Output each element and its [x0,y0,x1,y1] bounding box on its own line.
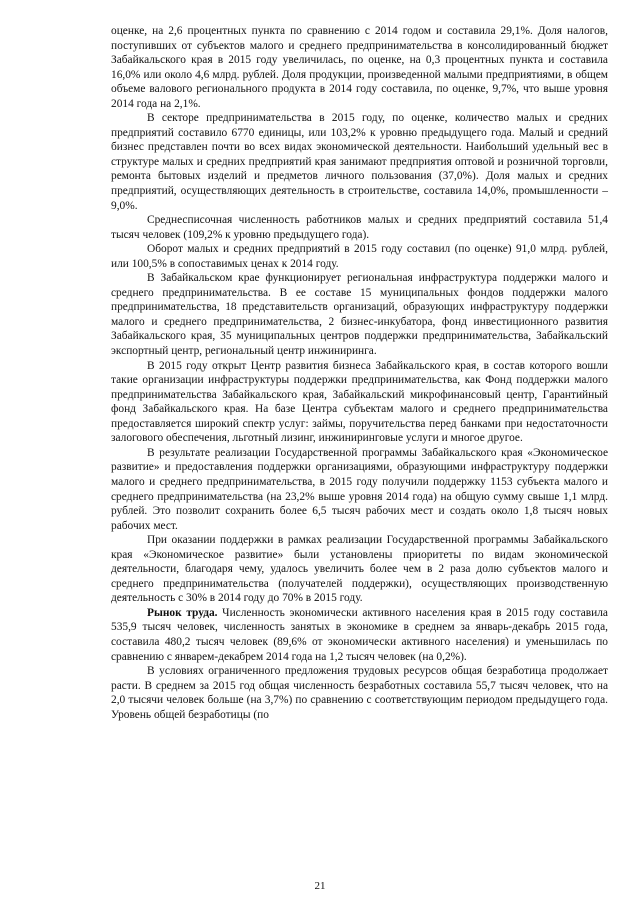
paragraph-7: В результате реализации Государственной программы Забайкальского края «Экономическое развитие» и предоставления поддержки организациями, образующими инфраструктуру поддержки малого и среднего предпринимательства, в 2015 году получили поддержку 1153 субъекта малого и среднего предпринимательства (на 23,2% выше уровня 2014 года) на общую сумму свыше 1,1 млрд. рублей. Это позволит сохранить более 6,5 тысяч рабочих мест и создать около 1,8 тысяч новых рабочих мест. [111,446,608,532]
paragraph-5: В Забайкальском крае функционирует региональная инфраструктура поддержки малого и среднего предпринимательства. В ее составе 15 муниципальных фондов поддержки малого предпринимательства, 18 представительств организаций, образующих инфраструктуру поддержки малого и среднего предпринимательства, 2 бизнес-инкубатора, фонд инвестиционного развития Забайкальского края, 35 муниципальных центров поддержки предпринимательства, Забайкальский экспортный центр, региональный центр инжиниринга. [111,272,608,358]
paragraph-8: При оказании поддержки в рамках реализации Государственной программы Забайкальского края «Экономическое развитие» были установлены приоритеты по видам экономической деятельности, благодаря чему, удалось увеличить более чем в 2 раза долю субъектов малого и среднего предпринимательства (получателей поддержки), осуществляющих производственную деятельность с 30% в 2014 году до 70% в 2015 году. [111,534,608,605]
paragraph-3: Среднесписочная численность работников малых и средних предприятий составила 51,4 тысяч человек (109,2% к уровню предыдущего года). [111,214,608,241]
labor-market-heading: Рынок труда. [147,606,218,619]
page-number: 21 [314,880,326,892]
paragraph-1: оценке, на 2,6 процентных пункта по сравнению с 2014 годом и составила 29,1%. Доля налогов, поступивших от субъектов малого и среднего предпринимательства в консолидированный бюджет Забайкальского края в 2015 году увеличилась, по оценке, на 0,3 процентных пункта и составила 16,0% или около 4,6 млрд. рублей. Доля продукции, произведенной малыми предприятиями, в общем объеме валового регионального продукта в 2014 году составила, по оценке, 9,7%, что выше уровня 2014 года на 2,1%. [111,25,608,110]
body-text [111,24,608,722]
paragraph-6: В 2015 году открыт Центр развития бизнеса Забайкальского края, в состав которого вошли такие организации инфраструктуры поддержки предпринимательства, как Фонд поддержки малого предпринимательства Забайкальского края, Забайкальский микрофинансовый центр, Гарантийный фонд Забайкальского края. На базе Центра субъектам малого и среднего предпринимательства предоставляется широкий спектр услуг: займы, поручительства перед банками при недостаточности залогового обеспечения, льготный лизинг, инжиниринговые услуги и многое другое. [111,359,608,445]
paragraph-2: В секторе предпринимательства в 2015 году, по оценке, количество малых и средних предприятий составило 6770 единицы, или 103,2% к уровню предыдущего года. Малый и средний бизнес представлен почти во всех видах экономической деятельности. Наибольший удельный вес в структуре малых и средних предприятий края занимают предприятия оптовой и розничной торговли, ремонта бытовых изделий и предметов личного пользования (37,0%). Доля малых и средних предприятий, осуществляющих деятельность в строительстве, составила 14,0%, промышленности – 9,0%. [111,112,608,212]
paragraph-4: Оборот малых и средних предприятий в 2015 году составил (по оценке) 91,0 млрд. рублей, или 100,5% в сопоставимых ценах к 2014 году. [111,243,608,270]
paragraph-labor-market [111,606,608,664]
labor-market-text: Численность экономически активного населения края в 2015 году составила 535,9 тысяч человек, численность занятых в экономике в среднем за январь-декабрь 2015 года, составила 480,2 тысяч человек (89,6% от экономически активного населения) и уменьшилась по сравнению с январем-декабрем 2014 года на 1,2 тысяч человек (на 0,2%). [111,606,608,663]
paragraph-last: В условиях ограниченного предложения трудовых ресурсов общая безработица продолжает расти. В среднем за 2015 год общая численность безработных составила 55,7 тысяч человек, что на 2,0 тысячи человек больше (на 3,7%) по сравнению с соответствующим периодом предыдущего года. Уровень общей безработицы (по [111,665,608,721]
